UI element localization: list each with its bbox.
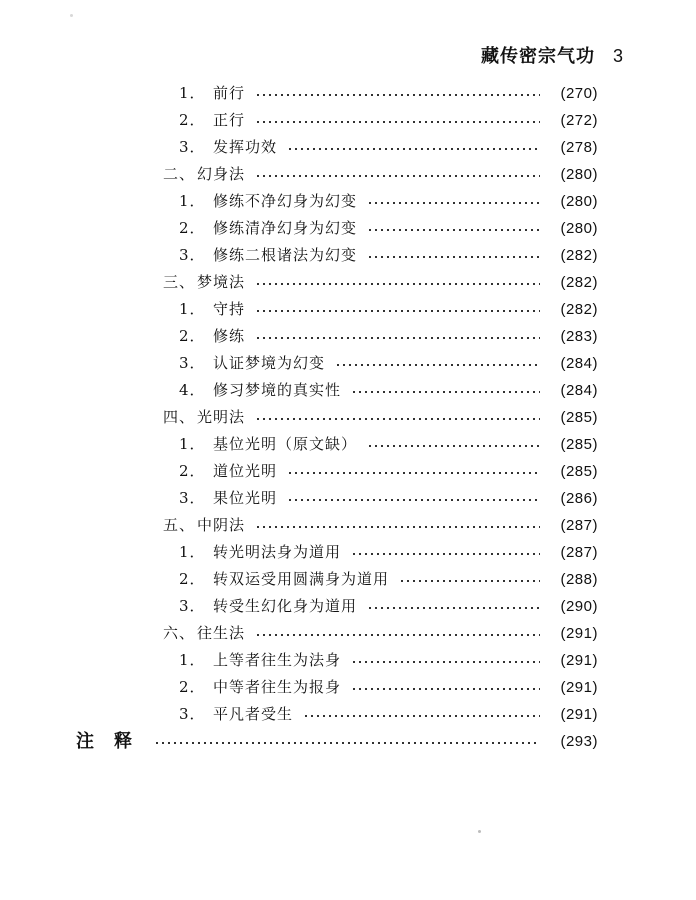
toc-entry[interactable] [179, 647, 598, 674]
entry-title: 修练二根诸法为幻变 [213, 246, 358, 264]
dot-leader [255, 175, 540, 177]
entry-page: (291) [560, 625, 598, 642]
dot-leader [255, 418, 540, 420]
entry-title: 前行 [213, 84, 246, 102]
toc-entry[interactable] [179, 431, 598, 458]
dot-leader [351, 661, 540, 663]
entry-number: 1． [179, 300, 206, 318]
entry-title: 发挥功效 [213, 138, 278, 156]
entry-page: (290) [560, 598, 598, 615]
toc-entry[interactable] [179, 188, 598, 215]
entry-title: 基位光明（原文缺） [213, 435, 358, 453]
entry-number: 1． [179, 543, 206, 561]
entry-page: (284) [560, 355, 598, 372]
entry-page: (270) [560, 85, 598, 102]
entry-title: 正行 [213, 111, 246, 129]
entry-page: (278) [560, 139, 598, 156]
entry-title: 果位光明 [213, 489, 278, 507]
toc-entry[interactable] [179, 107, 598, 134]
entry-number: 1． [179, 435, 206, 453]
toc-entry[interactable] [179, 242, 598, 269]
entry-page: (291) [560, 652, 598, 669]
entry-number: 3． [179, 489, 206, 507]
entry-title: 修练 [213, 327, 246, 345]
entry-number: 2． [179, 327, 206, 345]
dot-leader [351, 688, 540, 690]
toc-entry[interactable] [179, 215, 598, 242]
dot-leader [255, 526, 540, 528]
toc-entry[interactable] [179, 566, 598, 593]
page-number: 3 [612, 46, 624, 66]
entry-page: (293) [560, 733, 598, 750]
entry-number: 3． [179, 705, 206, 723]
dot-leader [255, 94, 540, 96]
entry-number: 3． [179, 246, 206, 264]
section-title: 幻身法 [197, 165, 246, 183]
entry-title: 上等者往生为法身 [213, 651, 342, 669]
toc-entry[interactable] [179, 377, 598, 404]
entry-title: 转双运受用圆满身为道用 [213, 570, 390, 588]
toc-entry[interactable] [179, 323, 598, 350]
entry-page: (285) [560, 463, 598, 480]
entry-page: (285) [560, 436, 598, 453]
entry-page: (291) [560, 679, 598, 696]
dot-leader [287, 499, 540, 501]
dot-leader [154, 742, 540, 744]
toc-entry[interactable] [179, 674, 598, 701]
dot-leader [287, 472, 540, 474]
dot-leader [287, 148, 540, 150]
entry-page: (287) [560, 544, 598, 561]
entry-page: (280) [560, 166, 598, 183]
entry-number: 4． [179, 381, 206, 399]
dot-leader [255, 283, 540, 285]
entry-number: 1． [179, 192, 206, 210]
entry-title: 修练清净幻身为幻变 [213, 219, 358, 237]
table-of-contents [0, 80, 696, 760]
entry-title: 守持 [213, 300, 246, 318]
section-title: 往生法 [197, 624, 246, 642]
scan-speck [478, 830, 481, 833]
entry-title: 修练不净幻身为幻变 [213, 192, 358, 210]
entry-title: 认证梦境为幻变 [213, 354, 326, 372]
running-header [481, 44, 624, 68]
entry-page: (284) [560, 382, 598, 399]
entry-title: 修习梦境的真实性 [213, 381, 342, 399]
dot-leader [255, 634, 540, 636]
dot-leader [367, 445, 540, 447]
toc-section-entry[interactable] [163, 269, 598, 296]
dot-leader [399, 580, 540, 582]
entry-page: (287) [560, 517, 598, 534]
entry-page: (280) [560, 193, 598, 210]
section-number: 二、 [163, 165, 196, 183]
dot-leader [303, 715, 540, 717]
entry-page: (282) [560, 301, 598, 318]
entry-number: 2． [179, 570, 206, 588]
toc-entry[interactable] [179, 701, 598, 728]
dot-leader [367, 202, 540, 204]
section-title: 光明法 [197, 408, 246, 426]
dot-leader [367, 607, 540, 609]
section-number: 四、 [163, 408, 196, 426]
section-number: 六、 [163, 624, 196, 642]
entry-page: (291) [560, 706, 598, 723]
dot-leader [351, 391, 540, 393]
dot-leader [255, 310, 540, 312]
toc-entry[interactable] [179, 485, 598, 512]
entry-page: (282) [560, 274, 598, 291]
entry-number: 3． [179, 597, 206, 615]
entry-title: 转受生幻化身为道用 [213, 597, 358, 615]
toc-entry[interactable] [179, 593, 598, 620]
toc-entry[interactable] [179, 458, 598, 485]
toc-main-entry[interactable] [76, 728, 598, 755]
dot-leader [367, 256, 540, 258]
entry-page: (286) [560, 490, 598, 507]
entry-page: (282) [560, 247, 598, 264]
entry-page: (285) [560, 409, 598, 426]
entry-number: 2． [179, 462, 206, 480]
toc-section-entry[interactable] [163, 620, 598, 647]
entry-number: 1． [179, 84, 206, 102]
toc-entry[interactable] [179, 80, 598, 107]
toc-entry[interactable] [179, 350, 598, 377]
entry-page: (280) [560, 220, 598, 237]
entry-number: 2． [179, 678, 206, 696]
section-number: 三、 [163, 273, 196, 291]
toc-entry[interactable] [179, 296, 598, 323]
entry-page: (272) [560, 112, 598, 129]
entry-title: 平凡者受生 [213, 705, 294, 723]
dot-leader [335, 364, 540, 366]
dot-leader [367, 229, 540, 231]
dot-leader [255, 337, 540, 339]
entry-number: 2． [179, 111, 206, 129]
entry-title: 转光明法身为道用 [213, 543, 342, 561]
entry-page: (288) [560, 571, 598, 588]
scan-speck [70, 14, 73, 17]
book-title: 藏传密宗气功 [480, 46, 595, 67]
entry-title: 中等者往生为报身 [213, 678, 342, 696]
toc-section-entry[interactable] [163, 161, 598, 188]
toc-section-entry[interactable] [163, 512, 598, 539]
section-number: 五、 [163, 516, 196, 534]
dot-leader [255, 121, 540, 123]
toc-entry[interactable] [179, 539, 598, 566]
entry-title: 道位光明 [213, 462, 278, 480]
entry-page: (283) [560, 328, 598, 345]
section-title: 梦境法 [197, 273, 246, 291]
entry-number: 1． [179, 651, 206, 669]
dot-leader [351, 553, 540, 555]
toc-entry[interactable] [179, 134, 598, 161]
toc-section-entry[interactable] [163, 404, 598, 431]
section-title: 中阴法 [197, 516, 246, 534]
entry-number: 2． [179, 219, 206, 237]
entry-number: 3． [179, 354, 206, 372]
entry-number: 3． [179, 138, 206, 156]
notes-title: 注释 [76, 731, 152, 752]
